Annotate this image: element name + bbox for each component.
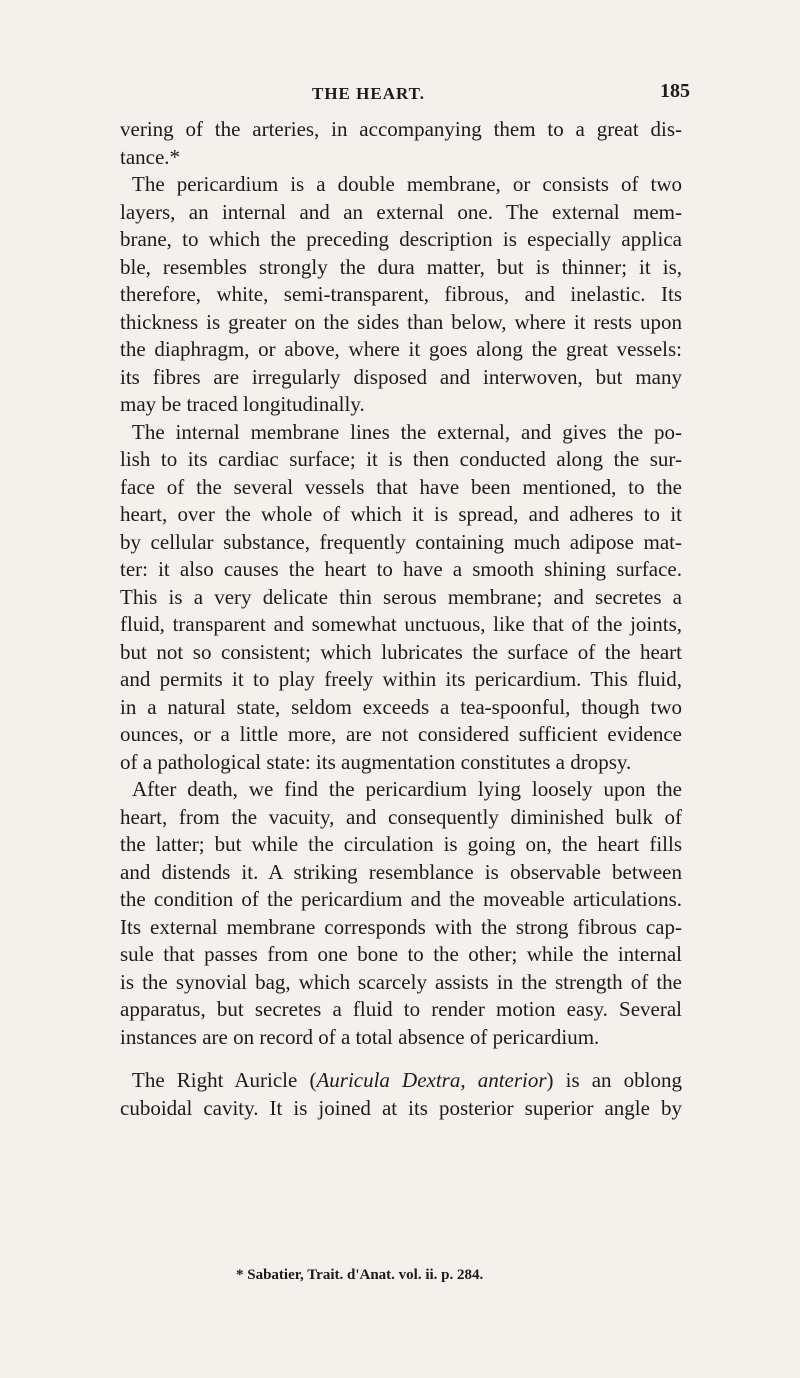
text-line: vering of the arteries, in accompanying them to a great dis- [120,117,682,141]
text-line: its fibres are irregularly disposed and interwoven, but many [120,364,682,389]
text-line: After death, we find the pericardium lying loosely upon the [132,777,682,801]
text-line [120,1067,682,1095]
text-line: therefore, white, semi-transparent, fibrous, and inelastic. Its [120,282,682,306]
page-number: 185 [660,80,690,102]
text-line: layers, an internal and an external one. The external mem- [120,199,682,224]
text-line: sule that passes from one bone to the other; while the internal [120,942,682,966]
text-line: by cellular substance, frequently containing much adipose mat- [120,529,682,554]
paragraph-1 [120,116,682,171]
text-line: heart, from the vacuity, and consequently diminished bulk of [120,804,682,829]
text-line: cuboidal cavity. It is joined at its posterior superior angle by [120,1095,682,1120]
text-line: the diaphragm, or above, where it goes along the great vessels: [120,337,682,361]
text-line: brane, to which the preceding description is especially applica [120,227,682,251]
text-line: is the synovial bag, which scarcely assists in the strength of the [120,969,682,994]
running-title: THE HEART. [312,84,425,103]
text-line: heart, over the whole of which it is spread, and adheres to it [120,502,682,526]
text-line: and distends it. A striking resemblance is observable between [120,859,682,884]
right-auricle-tail: ) is an oblong [546,1068,682,1092]
text-line: instances are on record of a total absence of pericardium. [120,1024,600,1049]
text-line: and permits it to play freely within its pericardium. This fluid, [120,667,682,691]
text-line: ter: it also causes the heart to have a smooth shining surface. [120,557,682,581]
latin-term: Auricula Dextra, anterior [316,1068,547,1092]
text-line: but not so consistent; which lubricates the surface of the heart [120,639,682,664]
text-line: face of the several vessels that have been mentioned, to the [120,474,682,499]
text-line: fluid, transparent and somewhat unctuous, like that of the joints, [120,612,682,636]
text-line: apparatus, but secretes a fluid to render motion easy. Several [120,997,682,1021]
text-line: may be traced longitudinally. [120,392,365,416]
paragraph-4 [120,776,682,1051]
text-line: tance.* [120,144,181,169]
running-head [0,80,800,108]
text-line: ounces, or a little more, are not considered sufficient evidence [120,722,682,746]
footnote: * Sabatier, Trait. d'Anat. vol. ii. p. 284. [236,1267,484,1283]
text-line: Its external membrane corresponds with the strong fibrous cap- [120,914,682,939]
text-line: The internal membrane lines the external, and gives the po- [132,419,682,444]
text-line: in a natural state, seldom exceeds a tea-spoonful, though two [120,694,682,719]
body-text [120,116,682,1122]
text-line: of a pathological state: its augmentation constitutes a dropsy. [120,749,632,774]
text-line: This is a very delicate thin serous membrane; and secretes a [120,584,682,609]
text-line: thickness is greater on the sides than below, where it rests upon [120,309,682,334]
text-line: The pericardium is a double membrane, or consists of two [132,172,682,196]
text-line: lish to its cardiac surface; it is then conducted along the sur- [120,447,682,471]
text-line: the condition of the pericardium and the moveable articulations. [120,887,682,911]
right-auricle-lead: The Right Auricle ( [132,1068,317,1092]
paragraph-2 [120,171,682,419]
text-line: the latter; but while the circulation is going on, the heart fills [120,832,682,856]
paragraph-3 [120,419,682,777]
paragraph-5 [120,1067,682,1122]
text-line: ble, resembles strongly the dura matter, but is thinner; it is, [120,254,682,279]
